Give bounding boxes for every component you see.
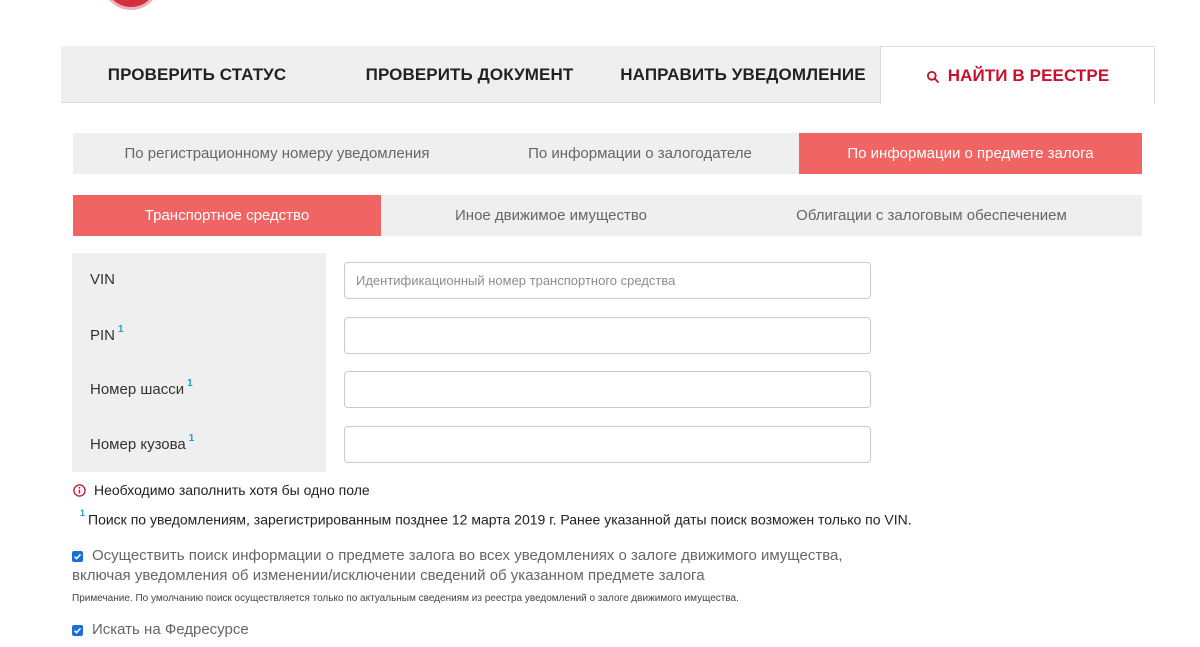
footnote-marker: 1 (80, 508, 86, 518)
vin-label: VIN (90, 271, 116, 288)
tab-secured-bonds[interactable]: Облигации с залоговым обеспечением (796, 207, 1067, 224)
search-note: Примечание. По умолчанию поиск осуществляется только по актуальным сведениям из реестра уведомлений о залоге движимого имущества. (72, 593, 739, 604)
chassis-number-input[interactable] (344, 371, 871, 408)
tab-by-registration-number[interactable]: По регистрационному номеру уведомления (124, 145, 430, 162)
tab-vehicle[interactable]: Транспортное средство (73, 195, 381, 236)
tab-other-movable-property[interactable]: Иное движимое имущество (455, 207, 647, 224)
search-all-notifications-option[interactable] (72, 547, 843, 584)
search-icon (926, 69, 940, 83)
body-number-input[interactable] (344, 426, 871, 463)
chassis-number-label: Номер шасси $^1$ (90, 378, 193, 398)
search-mode-tabs (73, 133, 1142, 174)
fedresurs-option[interactable] (72, 621, 249, 639)
search-all-label-line2: включая уведомления об изменении/исключении сведений об указанном предмете залога (72, 567, 705, 584)
tab-check-status[interactable]: ПРОВЕРИТЬ СТАТУС (107, 64, 287, 84)
footnote-marker: 1 (188, 433, 195, 444)
footnote (80, 508, 912, 528)
search-all-label-line1: Осуществить поиск информации о предмете залога во всех уведомлениях о залоге движимого имущества, (92, 547, 843, 564)
tab-by-pledge-subject[interactable]: По информации о предмете залога (799, 133, 1142, 174)
fedresurs-label: Искать на Федресурсе (92, 621, 249, 638)
vin-input[interactable] (344, 262, 871, 299)
footnote-marker: 1 (187, 378, 193, 389)
pin-label: PIN $^1$ (90, 324, 124, 344)
fedresurs-checkbox[interactable] (72, 625, 83, 636)
footnote-text: Поиск по уведомлениям, зарегистрированным позднее 12 марта 2019 г. Ранее указанной даты поиск возможен только по VIN. (88, 511, 912, 528)
tab-find-in-registry-label: НАЙТИ В РЕЕСТРЕ (947, 65, 1110, 85)
search-all-checkbox[interactable] (72, 551, 83, 562)
validation-warning (73, 482, 370, 498)
logo (102, 0, 160, 10)
tab-by-pledgor[interactable]: По информации о залогодателе (528, 145, 752, 162)
footnote-marker: 1 (118, 324, 124, 335)
info-icon (73, 484, 86, 497)
pin-input[interactable] (344, 317, 871, 354)
property-type-tabs (73, 195, 1142, 236)
main-tabs (61, 46, 1155, 104)
tab-send-notification[interactable]: НАПРАВИТЬ УВЕДОМЛЕНИЕ (620, 64, 866, 84)
tab-find-in-registry[interactable] (880, 46, 1155, 104)
tab-check-document[interactable]: ПРОВЕРИТЬ ДОКУМЕНТ (365, 64, 574, 84)
warning-text: Необходимо заполнить хотя бы одно поле (94, 482, 370, 498)
body-number-label: Номер кузова $^1$ (90, 433, 195, 453)
